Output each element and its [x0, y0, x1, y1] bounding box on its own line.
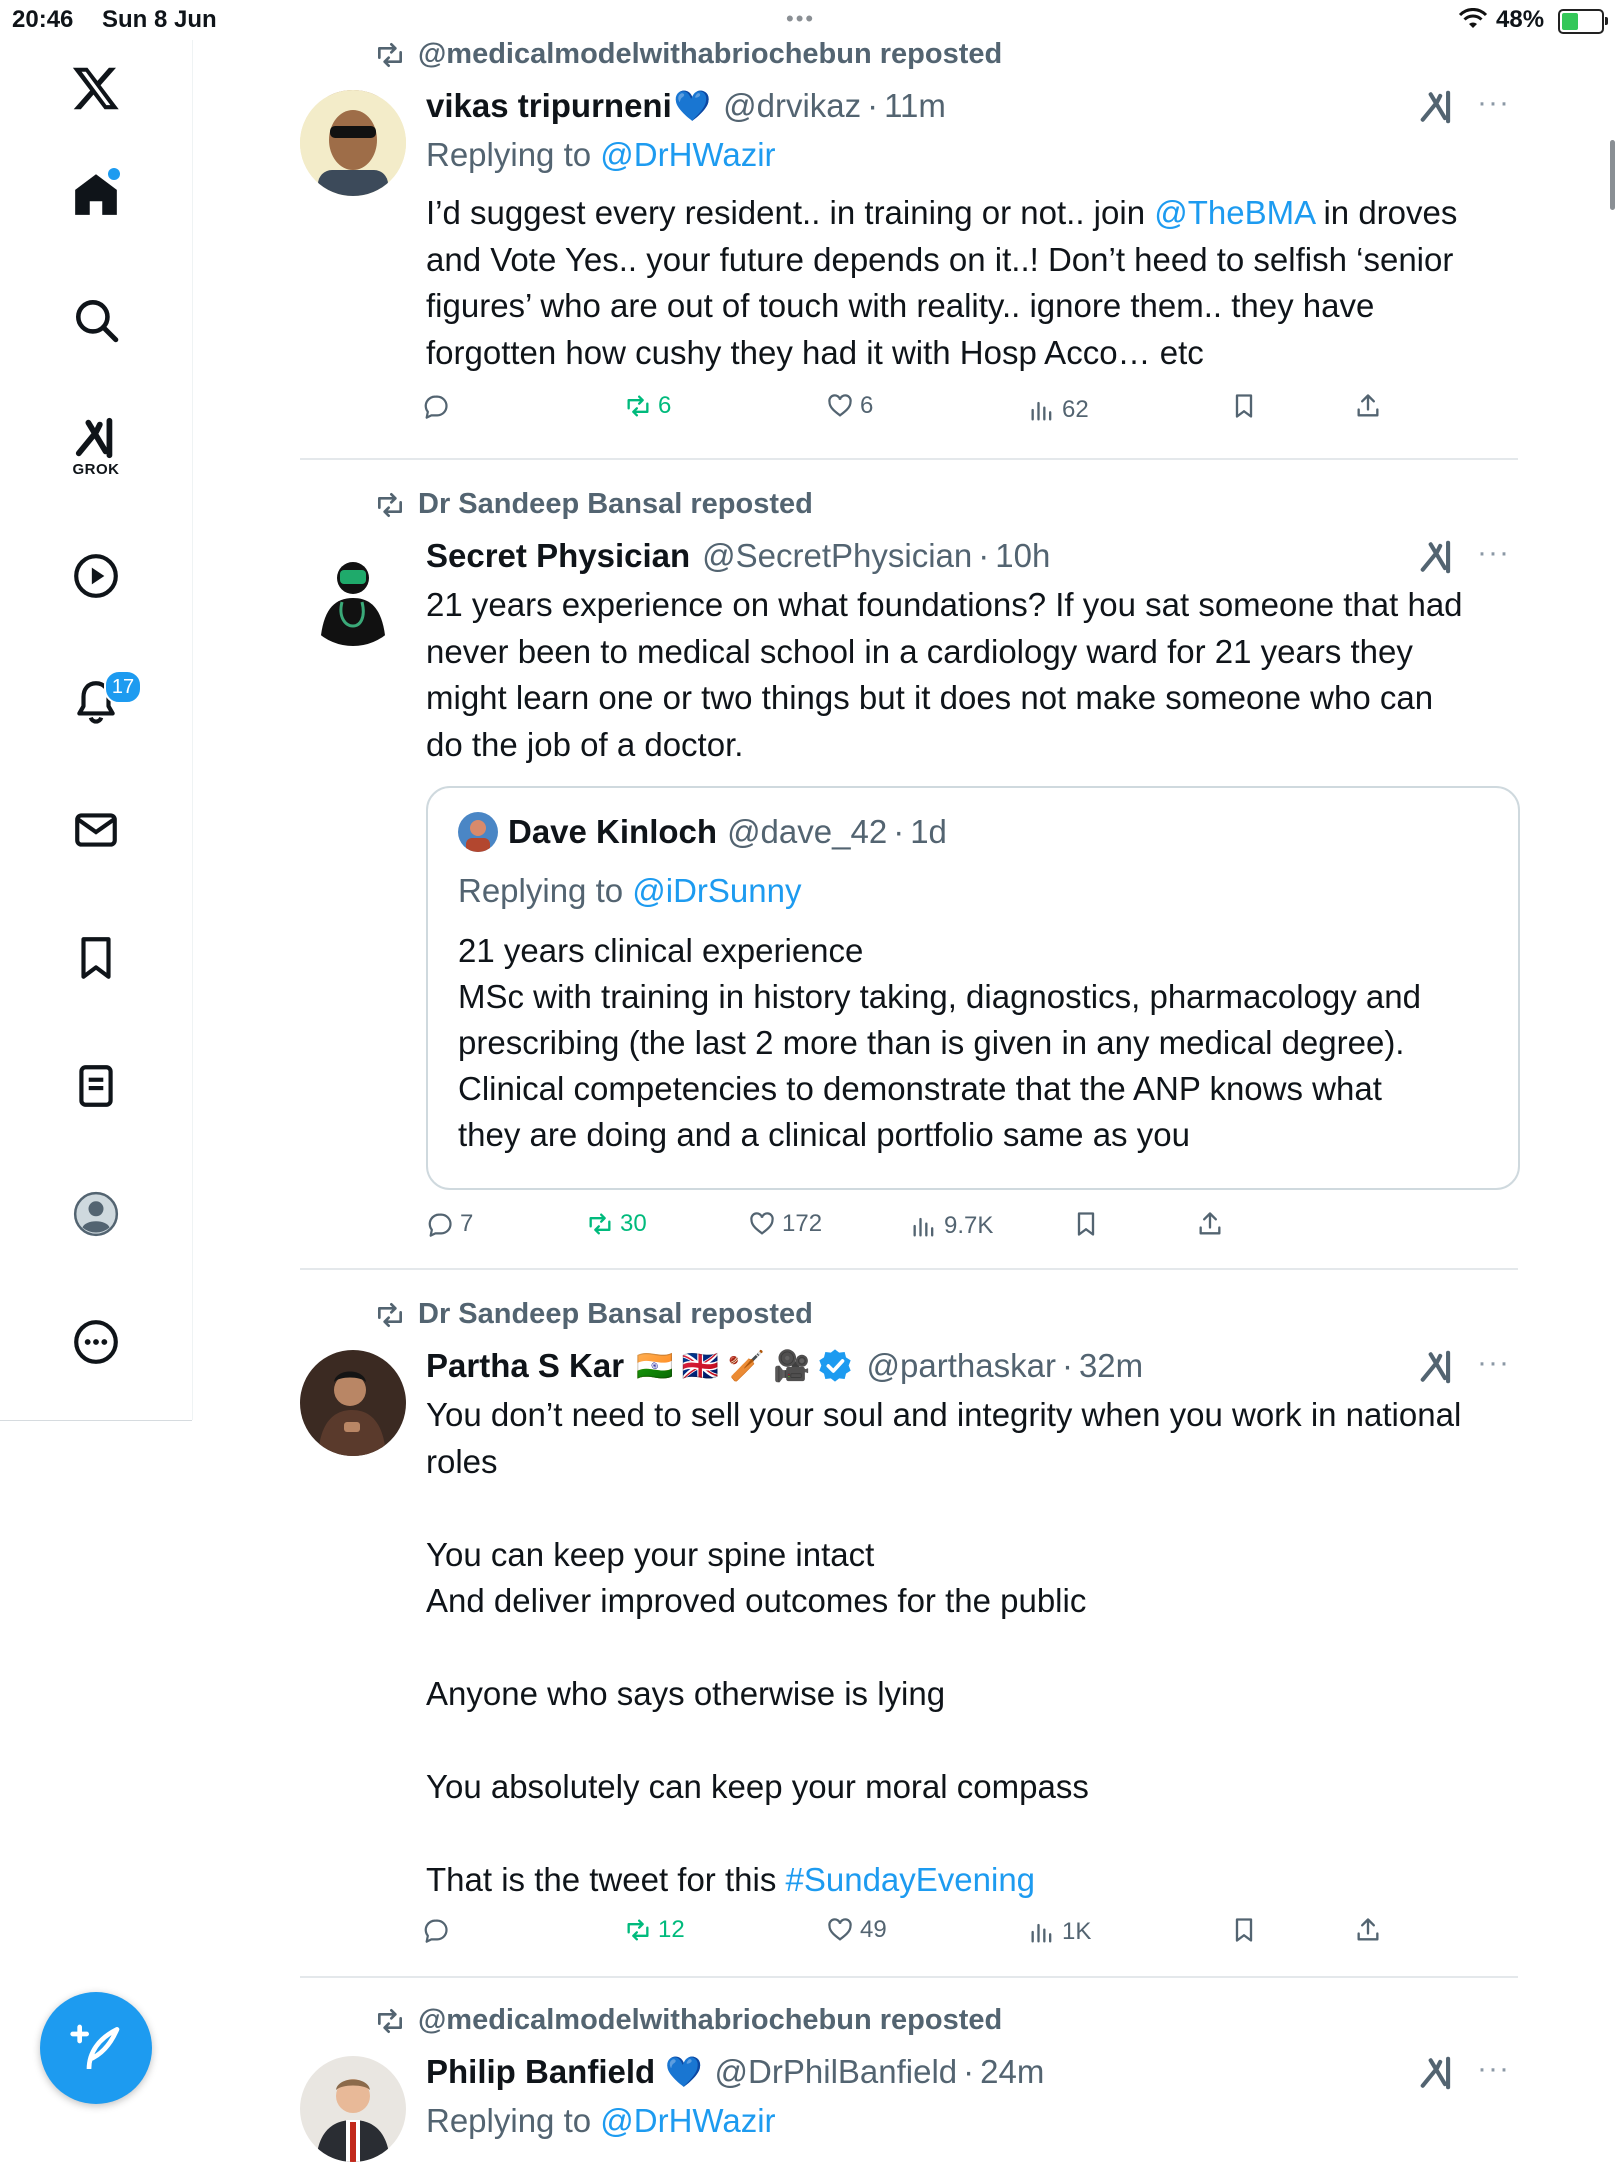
like-icon — [826, 392, 854, 420]
post-header: vikas tripurneni 💙 @drvikaz · 11m — [426, 87, 946, 124]
bookmark-button[interactable] — [1072, 1210, 1106, 1238]
list-icon — [71, 1061, 121, 1111]
post-divider — [300, 458, 1518, 460]
quote-author-handle: @dave_42 — [727, 813, 888, 850]
repost-count: 12 — [658, 1916, 685, 1943]
post-divider — [300, 1976, 1518, 1978]
x-logo-icon[interactable] — [56, 48, 136, 128]
scrollbar[interactable] — [1610, 140, 1615, 210]
view-count: 1K — [1062, 1918, 1092, 1945]
nav-notifications[interactable] — [56, 662, 136, 742]
repost-button[interactable] — [586, 1210, 647, 1238]
nav-messages[interactable] — [56, 790, 136, 870]
bookmark-icon — [71, 933, 121, 983]
grok-icon[interactable] — [1418, 538, 1456, 576]
like-icon — [748, 1210, 776, 1238]
grok-label: GROK — [72, 460, 120, 478]
author-handle[interactable]: @SecretPhysician — [702, 537, 973, 574]
repost-button[interactable] — [624, 392, 671, 420]
share-icon — [1354, 1916, 1382, 1944]
repost-by: @medicalmodelwithabriochebun reposted — [418, 38, 1003, 70]
replying-to: Replying to @DrHWazir — [426, 136, 776, 173]
sidebar-divider — [0, 1420, 192, 1421]
repost-context — [374, 488, 813, 521]
repost-count: 6 — [658, 392, 672, 419]
repost-icon — [624, 392, 652, 420]
post-time[interactable]: 10h — [995, 537, 1051, 574]
post-text: I’d suggest every resident.. in training or not.. join @TheBMA in droves and Vote Yes.. your future depends on it..! Don’t heed to selfish ‘senior figures’ who are out of touch with reality.. ignore them.. they have forgotten how cushy they had it with Hosp Acco… etc — [426, 194, 1458, 371]
quote-text: 21 years clinical experience MSc with training in history taking, diagnostics, pharmacology and prescribing (the last 2 more than is given in any medical degree). Clinical competencies to demonstrate that the ANP knows what they are doing and a clinical portfolio same as you — [458, 932, 1421, 1153]
reply-mention[interactable]: @DrHWazir — [600, 2102, 776, 2139]
nav-video[interactable] — [56, 536, 136, 616]
post-actions — [422, 392, 1518, 432]
hashtag-link[interactable]: #SundayEvening — [785, 1861, 1036, 1898]
grok-icon[interactable] — [1418, 2054, 1456, 2092]
nav-profile[interactable] — [56, 1174, 136, 1254]
reply-button[interactable] — [422, 1916, 456, 1944]
author-handle[interactable]: @drvikaz — [723, 87, 862, 124]
search-icon — [71, 295, 121, 345]
post-time[interactable]: 11m — [884, 87, 946, 124]
views-icon — [910, 1212, 938, 1240]
reply-button[interactable] — [422, 392, 456, 420]
wifi-icon — [1458, 8, 1488, 30]
post-header: Partha S Kar 🇮🇳 🇬🇧 🏏 🎥 @parthaskar · 32m — [426, 1347, 1144, 1384]
more-options-icon[interactable]: ··· — [1477, 536, 1510, 569]
grok-icon — [73, 415, 119, 461]
reply-count: 7 — [460, 1210, 474, 1237]
reply-button[interactable] — [426, 1210, 473, 1238]
like-button[interactable] — [748, 1210, 822, 1238]
status-time: 20:46 — [12, 6, 74, 33]
author-name[interactable]: Partha S Kar — [426, 1347, 625, 1384]
avatar[interactable] — [300, 2056, 406, 2162]
repost-button[interactable] — [624, 1916, 685, 1944]
share-icon — [1354, 392, 1382, 420]
post-time[interactable]: 32m — [1078, 1347, 1144, 1384]
nav-bookmarks[interactable] — [56, 918, 136, 998]
share-button[interactable] — [1354, 1916, 1388, 1944]
quote-author-name: Dave Kinloch — [508, 813, 718, 850]
views-button[interactable] — [910, 1212, 993, 1240]
home-unread-dot — [108, 168, 120, 180]
like-count: 6 — [860, 392, 874, 419]
repost-icon — [624, 1916, 652, 1944]
post-text: You don’t need to sell your soul and integrity when you work in national roles You can keep your spine intact And deliver improved outcomes for the public Anyone who says otherwise is lying You absolutely can keep your moral compass That is the tweet for this #SundayEvening — [426, 1396, 1462, 1898]
repost-icon — [586, 1210, 614, 1238]
more-options-icon[interactable]: ··· — [1477, 86, 1510, 119]
nav-search[interactable] — [56, 280, 136, 360]
author-handle[interactable]: @DrPhilBanfield — [714, 2053, 958, 2090]
post-actions — [426, 1210, 1518, 1250]
like-count: 49 — [860, 1916, 887, 1943]
repost-by: @medicalmodelwithabriochebun reposted — [418, 2004, 1003, 2036]
grok-icon[interactable] — [1418, 88, 1456, 126]
quote-header: Dave Kinloch @dave_42 · 1d — [458, 812, 947, 852]
compose-icon — [68, 2020, 124, 2076]
views-button[interactable] — [1028, 396, 1089, 424]
video-icon — [71, 551, 121, 601]
replying-to: Replying to @DrHWazir — [426, 2102, 776, 2139]
views-icon — [1028, 396, 1056, 424]
bookmark-icon — [1230, 1916, 1258, 1944]
share-button[interactable] — [1354, 392, 1388, 420]
post-header: Secret Physician @SecretPhysician · 10h — [426, 537, 1051, 574]
avatar[interactable] — [300, 1350, 406, 1456]
quote-replying-to: Replying to @iDrSunny — [458, 872, 802, 909]
avatar[interactable] — [300, 90, 406, 196]
battery-percent: 48% — [1496, 6, 1545, 33]
like-count: 172 — [782, 1210, 823, 1237]
notifications-badge: 17 — [104, 670, 142, 704]
multitask-dots[interactable]: ••• — [786, 6, 816, 31]
profile-icon — [71, 1189, 121, 1239]
post-divider — [300, 1268, 1518, 1270]
quote-time: 1d — [910, 813, 947, 850]
more-options-icon[interactable]: ··· — [1477, 2052, 1510, 2085]
post-time[interactable]: 24m — [980, 2053, 1045, 2090]
nav-home[interactable] — [56, 154, 136, 234]
like-button[interactable] — [826, 392, 873, 420]
nav-more[interactable] — [56, 1302, 136, 1382]
views-button[interactable] — [1028, 1918, 1091, 1946]
post-actions — [422, 1916, 1518, 1956]
post-text: 21 years experience on what foundations? If you sat someone that had never been to medical school in a cardiology ward for 21 years they might learn one or two things but it does not make someone who can do the job of a doctor. — [426, 586, 1463, 763]
mail-icon — [71, 805, 121, 855]
grok-icon[interactable] — [1418, 1348, 1456, 1386]
like-icon — [826, 1916, 854, 1944]
repost-icon — [374, 2005, 406, 2037]
author-name[interactable]: Secret Physician — [426, 537, 691, 574]
repost-count: 30 — [620, 1210, 647, 1237]
share-button[interactable] — [1196, 1210, 1230, 1238]
heart-badge: 💙 — [673, 89, 712, 123]
bookmark-icon — [1230, 392, 1258, 420]
quoted-post[interactable] — [426, 786, 1520, 1190]
repost-icon — [374, 1299, 406, 1331]
bookmark-icon — [1072, 1210, 1100, 1238]
author-name[interactable]: vikas tripurneni — [426, 87, 672, 124]
like-button[interactable] — [826, 1916, 887, 1944]
avatar[interactable] — [300, 540, 406, 646]
reply-icon — [426, 1210, 454, 1238]
bookmark-button[interactable] — [1230, 1916, 1264, 1944]
nav-lists[interactable] — [56, 1046, 136, 1126]
compose-button[interactable] — [40, 1992, 152, 2104]
share-icon — [1196, 1210, 1224, 1238]
view-count: 62 — [1062, 396, 1089, 423]
repost-context — [374, 1298, 813, 1331]
quote-reply-mention[interactable]: @iDrSunny — [632, 872, 802, 909]
repost-by: Dr Sandeep Bansal reposted — [418, 488, 813, 520]
status-date: Sun 8 Jun — [102, 6, 217, 33]
repost-context — [374, 38, 1002, 71]
mention-link[interactable]: @TheBMA — [1154, 194, 1315, 231]
battery-icon — [1558, 9, 1604, 34]
more-icon — [71, 1317, 121, 1367]
post-header: Philip Banfield 💙 @DrPhilBanfield · 24m — [426, 2053, 1045, 2090]
views-icon — [1028, 1918, 1056, 1946]
repost-context — [374, 2004, 1002, 2037]
quote-avatar — [458, 812, 498, 852]
reply-icon — [422, 1916, 450, 1944]
view-count: 9.7K — [944, 1212, 994, 1239]
status-bar — [0, 0, 1620, 40]
author-name[interactable]: Philip Banfield — [426, 2053, 656, 2090]
reply-icon — [422, 392, 450, 420]
repost-icon — [374, 39, 406, 71]
nav-grok[interactable] — [56, 406, 136, 486]
sidebar — [0, 40, 193, 1420]
reply-mention[interactable]: @DrHWazir — [600, 136, 776, 173]
author-handle[interactable]: @parthaskar — [866, 1347, 1056, 1384]
name-emoji-flags: 🇮🇳 🇬🇧 🏏 🎥 — [636, 1349, 811, 1383]
verified-badge-icon — [815, 1346, 855, 1386]
bookmark-button[interactable] — [1230, 392, 1264, 420]
repost-icon — [374, 489, 406, 521]
more-options-icon[interactable]: ··· — [1477, 1346, 1510, 1379]
heart-badge: 💙 — [665, 2055, 703, 2089]
repost-by: Dr Sandeep Bansal reposted — [418, 1298, 813, 1330]
